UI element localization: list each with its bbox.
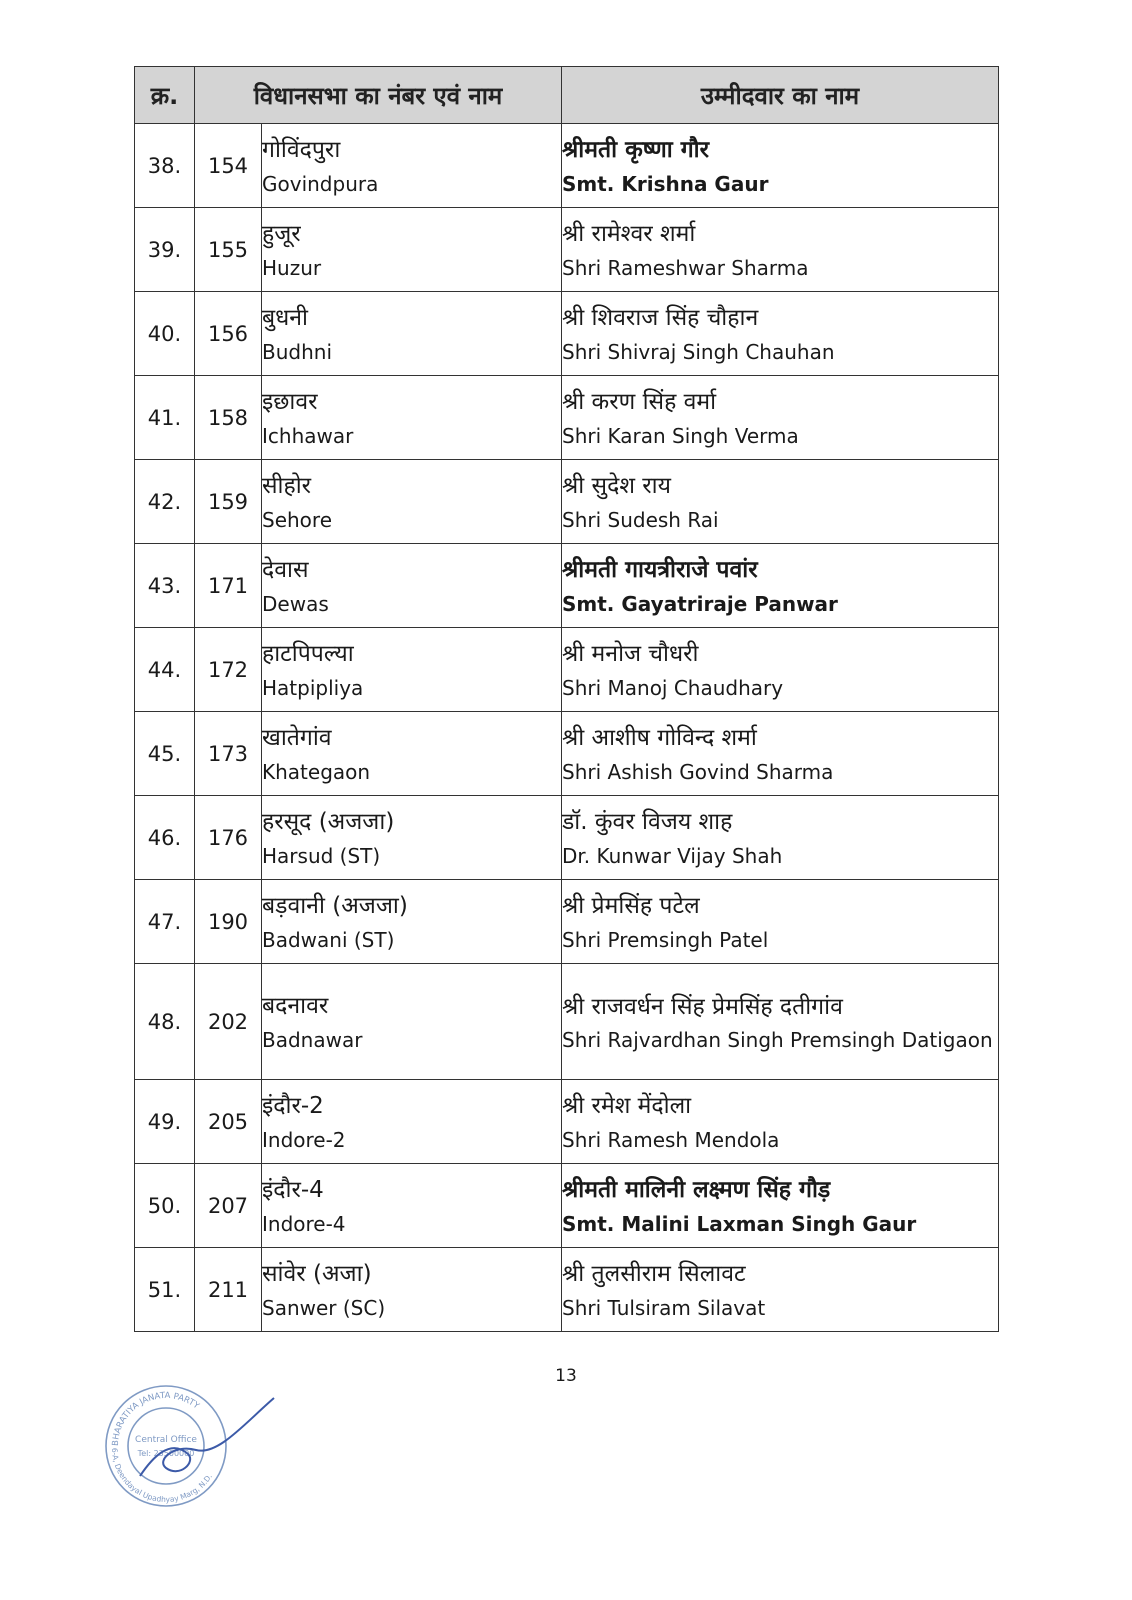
serial-number: 51. xyxy=(135,1248,195,1332)
candidate-name-cell xyxy=(562,964,999,1080)
table-row xyxy=(135,292,999,376)
constituency-number: 202 xyxy=(195,964,262,1080)
constituency-name-hindi: इंदौर-4 xyxy=(262,1176,324,1203)
candidate-name-english: Smt. Malini Laxman Singh Gaur xyxy=(562,1211,917,1236)
table-row xyxy=(135,796,999,880)
constituency-name-cell xyxy=(262,124,562,208)
serial-number: 45. xyxy=(135,712,195,796)
table-row xyxy=(135,544,999,628)
candidate-name-hindi: श्री मनोज चौधरी xyxy=(562,640,699,667)
candidate-name-hindi: श्रीमती गायत्रीराजे पवांर xyxy=(562,556,758,583)
constituency-name-hindi: देवास xyxy=(262,556,309,583)
constituency-number: 156 xyxy=(195,292,262,376)
constituency-name-cell xyxy=(262,376,562,460)
constituency-name-cell xyxy=(262,628,562,712)
constituency-name-cell xyxy=(262,712,562,796)
constituency-number: 158 xyxy=(195,376,262,460)
candidate-name-hindi: श्री राजवर्धन सिंह प्रेमसिंह दतीगांव xyxy=(562,993,843,1020)
serial-number: 41. xyxy=(135,376,195,460)
constituency-name-english: Ichhawar xyxy=(262,423,354,448)
candidate-name-cell xyxy=(562,796,999,880)
constituency-name-cell xyxy=(262,880,562,964)
table-row xyxy=(135,376,999,460)
candidate-name-english: Shri Tulsiram Silavat xyxy=(562,1295,766,1320)
constituency-name-hindi: बड़वानी (अजजा) xyxy=(262,892,408,919)
candidate-name-english: Dr. Kunwar Vijay Shah xyxy=(562,843,783,868)
serial-number: 50. xyxy=(135,1164,195,1248)
candidate-name-cell xyxy=(562,628,999,712)
table-row xyxy=(135,712,999,796)
candidate-name-hindi: श्रीमती मालिनी लक्ष्मण सिंह गौड़ xyxy=(562,1176,831,1203)
constituency-number: 171 xyxy=(195,544,262,628)
constituency-name-cell xyxy=(262,460,562,544)
candidate-name-english: Shri Karan Singh Verma xyxy=(562,423,799,448)
constituency-name-cell xyxy=(262,964,562,1080)
serial-number: 44. xyxy=(135,628,195,712)
candidate-name-hindi: श्री रमेश मेंदोला xyxy=(562,1092,692,1119)
header-constituency: विधानसभा का नंबर एवं नाम xyxy=(195,67,562,124)
candidate-name-english: Shri Rameshwar Sharma xyxy=(562,255,809,280)
constituency-name-english: Dewas xyxy=(262,591,329,616)
candidate-name-hindi: श्री तुलसीराम सिलावट xyxy=(562,1260,746,1287)
table-row xyxy=(135,880,999,964)
table-body xyxy=(135,124,999,1332)
page-number: 13 xyxy=(555,1366,577,1386)
candidate-name-english: Shri Ashish Govind Sharma xyxy=(562,759,834,784)
party-seal-stamp xyxy=(96,1378,282,1510)
seal-phone-text: Tel: 23500000 xyxy=(137,1449,195,1458)
candidate-name-cell xyxy=(562,292,999,376)
constituency-name-hindi: गोविंदपुरा xyxy=(262,136,341,163)
constituency-name-english: Badnawar xyxy=(262,1027,363,1052)
candidate-name-cell xyxy=(562,1248,999,1332)
constituency-name-cell xyxy=(262,1164,562,1248)
candidate-name-cell xyxy=(562,376,999,460)
constituency-name-english: Sanwer (SC) xyxy=(262,1295,386,1320)
seal-center-text: Central Office xyxy=(135,1435,197,1445)
constituency-name-cell xyxy=(262,208,562,292)
candidate-name-cell xyxy=(562,1164,999,1248)
candidate-name-english: Smt. Gayatriraje Panwar xyxy=(562,591,838,616)
candidate-name-hindi: श्री करण सिंह वर्मा xyxy=(562,388,717,415)
constituency-name-cell xyxy=(262,292,562,376)
constituency-name-hindi: बुधनी xyxy=(262,304,308,331)
table-row xyxy=(135,964,999,1080)
candidate-list-table xyxy=(134,66,999,1332)
constituency-name-english: Sehore xyxy=(262,507,332,532)
candidate-name-english: Shri Sudesh Rai xyxy=(562,507,719,532)
candidate-name-english: Shri Ramesh Mendola xyxy=(562,1127,780,1152)
candidate-name-cell xyxy=(562,460,999,544)
constituency-name-cell xyxy=(262,796,562,880)
constituency-number: 207 xyxy=(195,1164,262,1248)
constituency-number: 172 xyxy=(195,628,262,712)
constituency-name-hindi: इछावर xyxy=(262,388,318,415)
constituency-name-hindi: हाटपिपल्या xyxy=(262,640,354,667)
constituency-name-english: Harsud (ST) xyxy=(262,843,381,868)
table-row xyxy=(135,1248,999,1332)
constituency-name-cell xyxy=(262,1248,562,1332)
constituency-number: 205 xyxy=(195,1080,262,1164)
constituency-name-cell xyxy=(262,1080,562,1164)
candidate-name-hindi: श्रीमती कृष्णा गौर xyxy=(562,136,710,163)
candidate-name-hindi: डॉ. कुंवर विजय शाह xyxy=(562,808,733,835)
candidate-name-hindi: श्री प्रेमसिंह पटेल xyxy=(562,892,700,919)
candidate-name-english: Shri Manoj Chaudhary xyxy=(562,675,784,700)
constituency-name-english: Budhni xyxy=(262,339,332,364)
constituency-name-hindi: बदनावर xyxy=(262,992,329,1019)
candidate-name-cell xyxy=(562,544,999,628)
constituency-name-hindi: हरसूद (अजजा) xyxy=(262,808,395,835)
constituency-name-english: Indore-2 xyxy=(262,1127,346,1152)
serial-number: 38. xyxy=(135,124,195,208)
constituency-name-hindi: सांवेर (अजा) xyxy=(262,1260,372,1287)
candidate-name-cell xyxy=(562,880,999,964)
constituency-name-hindi: इंदौर-2 xyxy=(262,1092,324,1119)
candidate-name-english: Shri Shivraj Singh Chauhan xyxy=(562,339,835,364)
serial-number: 40. xyxy=(135,292,195,376)
constituency-number: 154 xyxy=(195,124,262,208)
candidate-name-hindi: श्री सुदेश राय xyxy=(562,472,671,499)
header-serial: क्र. xyxy=(135,67,195,124)
constituency-name-english: Indore-4 xyxy=(262,1211,346,1236)
constituency-name-cell xyxy=(262,544,562,628)
constituency-number: 159 xyxy=(195,460,262,544)
table-row xyxy=(135,1080,999,1164)
table-row xyxy=(135,460,999,544)
candidate-name-cell xyxy=(562,124,999,208)
candidate-name-hindi: श्री शिवराज सिंह चौहान xyxy=(562,304,759,331)
candidate-name-english: Shri Rajvardhan Singh Premsingh Datigaon xyxy=(562,1027,993,1052)
serial-number: 43. xyxy=(135,544,195,628)
table-row xyxy=(135,1164,999,1248)
serial-number: 46. xyxy=(135,796,195,880)
constituency-number: 190 xyxy=(195,880,262,964)
candidate-name-hindi: श्री रामेश्वर शर्मा xyxy=(562,220,696,247)
candidate-name-hindi: श्री आशीष गोविन्द शर्मा xyxy=(562,724,757,751)
seal-bottom-text: 6-A, Deendayal Upadhyay Marg, N.D. xyxy=(109,1447,214,1505)
candidate-name-cell xyxy=(562,712,999,796)
header-candidate: उम्मीदवार का नाम xyxy=(562,67,999,124)
candidate-name-english: Shri Premsingh Patel xyxy=(562,927,769,952)
constituency-number: 173 xyxy=(195,712,262,796)
serial-number: 39. xyxy=(135,208,195,292)
constituency-number: 176 xyxy=(195,796,262,880)
serial-number: 47. xyxy=(135,880,195,964)
candidate-name-cell xyxy=(562,208,999,292)
table-row xyxy=(135,208,999,292)
constituency-name-english: Khategaon xyxy=(262,759,371,784)
serial-number: 48. xyxy=(135,964,195,1080)
table-header-row xyxy=(135,67,999,124)
constituency-name-english: Huzur xyxy=(262,255,322,280)
table-row xyxy=(135,124,999,208)
constituency-name-english: Govindpura xyxy=(262,171,379,196)
constituency-number: 155 xyxy=(195,208,262,292)
candidate-name-english: Smt. Krishna Gaur xyxy=(562,171,769,196)
serial-number: 42. xyxy=(135,460,195,544)
serial-number: 49. xyxy=(135,1080,195,1164)
table-row xyxy=(135,628,999,712)
candidate-name-cell xyxy=(562,1080,999,1164)
constituency-name-hindi: सीहोर xyxy=(262,472,312,499)
seal-ring-text: BHARATIYA JANATA PARTY xyxy=(110,1390,201,1447)
constituency-number: 211 xyxy=(195,1248,262,1332)
constituency-name-hindi: खातेगांव xyxy=(262,724,332,751)
constituency-name-english: Hatpipliya xyxy=(262,675,364,700)
constituency-name-english: Badwani (ST) xyxy=(262,927,395,952)
constituency-name-hindi: हुजूर xyxy=(262,220,301,247)
